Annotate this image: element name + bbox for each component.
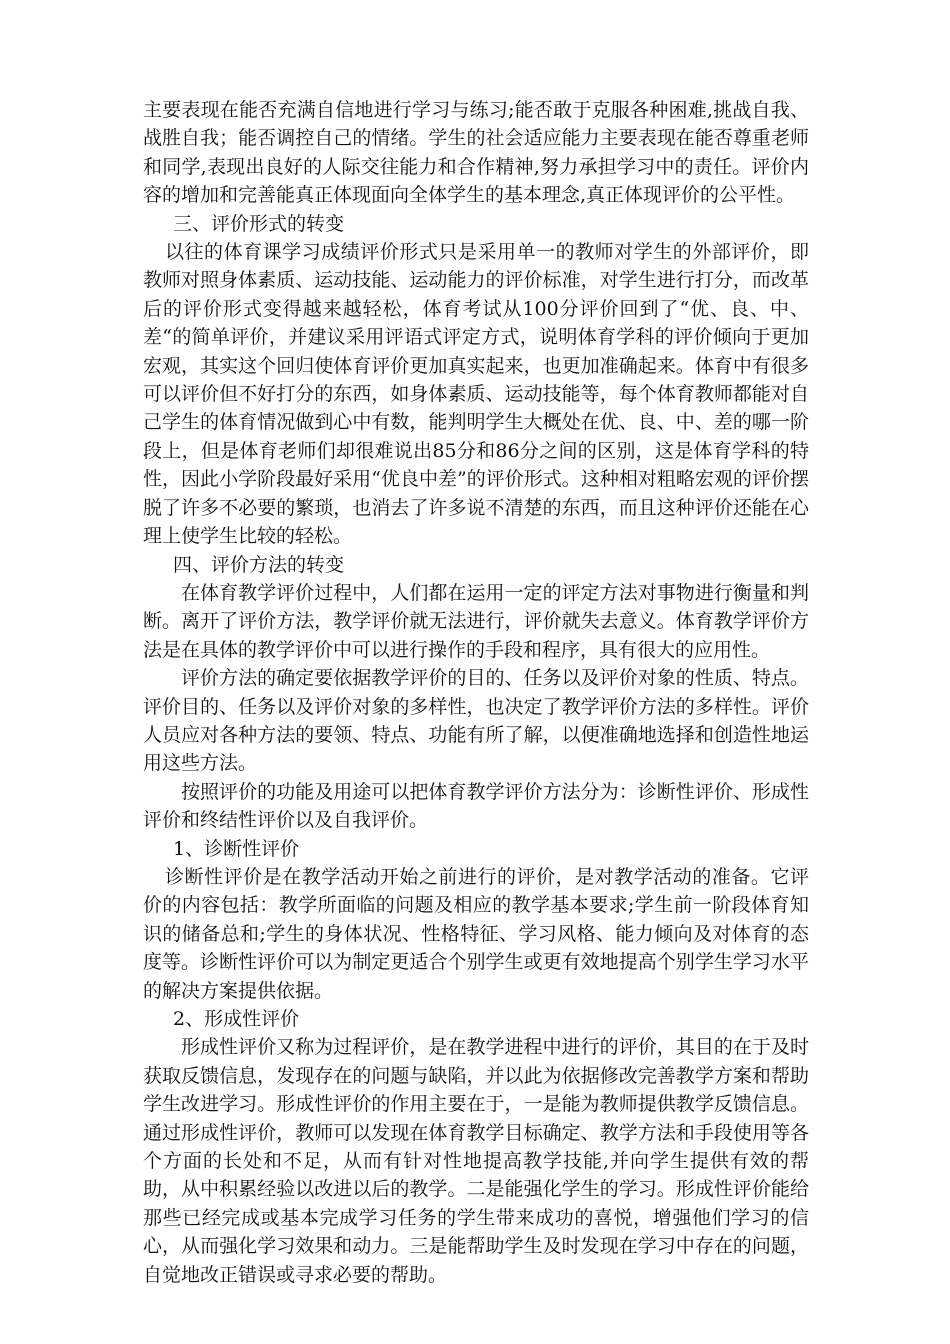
paragraph-evaluation-method-intro: 在体育教学评价过程中，人们都在运用一定的评定方法对事物进行衡量和判断。离开了评价方法，教学评价就无法进行，评价就失去意义。体育教学评价方法是在具体的教学评价中可以进行操作的手段和程序，具有很大的应用性。 (143, 581, 809, 661)
section-heading-3: 三、评价形式的转变 (173, 212, 345, 235)
document-page (143, 96, 809, 1289)
subheading-formative: 2、形成性评价 (173, 1008, 300, 1030)
section-heading-4: 四、评价方法的转变 (173, 553, 345, 576)
paragraph-formative: 形成性评价又称为过程评价，是在教学进程中进行的评价，其目的在于及时获取反馈信息，发现存在的问题与缺陷，并以此为依据修改完善教学方案和帮助学生改进学习。形成性评价的作用主要在于，一是能为教师提供教学反馈信息。通过形成性评价，教师可以发现在体育教学目标确定、教学方法和手段使用等各个方面的长处和不足，从而有针对性地提高教学技能,并向学生提供有效的帮助，从中积累经验以改进以后的教学。二是能强化学生的学习。形成性评价能给那些已经完成或基本完成学习任务的学生带来成功的喜悦，增强他们学习的信心，从而强化学习效果和动力。三是能帮助学生及时发现在学习中存在的问题，自觉地改正错误或寻求必要的帮助。 (143, 1036, 809, 1286)
subheading-diagnostic: 1、诊断性评价 (173, 837, 300, 860)
paragraph-diagnostic: 诊断性评价是在教学活动开始之前进行的评价，是对教学活动的准备。它评价的内容包括：教学所面临的问题及相应的教学基本要求;学生前一阶段体育知识的储备总和;学生的身体状况、性格特征、学习风格、能力倾向及对体育的态度等。诊断性评价可以为制定更适合个别学生或更有效地提高个别学生学习水平的解决方案提供依据。 (143, 865, 809, 1002)
paragraph-continuation: 主要表现在能否充满自信地进行学习与练习;能否敢于克服各种困难,挑战自我、战胜自我；能否调控自己的情绪。学生的社会适应能力主要表现在能否尊重老师和同学,表现出良好的人际交往能力和合作精神,努力承担学习中的责任。评价内容的增加和完善能真正体现面向全体学生的基本理念,真正体现评价的公平性。 (143, 99, 809, 207)
paragraph-evaluation-method-basis: 评价方法的确定要依据教学评价的目的、任务以及评价对象的性质、特点。评价目的、任务以及评价对象的多样性，也决定了教学评价方法的多样性。评价人员应对各种方法的要领、特点、功能有所了解，以便准确地选择和创造性地运用这些方法。 (143, 667, 809, 775)
paragraph-evaluation-method-types: 按照评价的功能及用途可以把体育教学评价方法分为：诊断性评价、形成性评价和终结性评价以及自我评价。 (143, 780, 809, 832)
paragraph-evaluation-form: 以往的体育课学习成绩评价形式只是采用单一的教师对学生的外部评价，即教师对照身体素质、运动技能、运动能力的评价标准，对学生进行打分，而改革后的评价形式变得越来越轻松，体育考试从100分评价回到了“优、良、中、差“的简单评价，并建议采用评语式评定方式，说明体育学科的评价倾向于更加宏观，其实这个回归使体育评价更加真实起来，也更加准确起来。体育中有很多可以评价但不好打分的东西，如身体素质、运动技能等，每个体育教师都能对自己学生的体育情况做到心中有数，能判明学生大概处在优、良、中、差的哪一阶段上，但是体育老师们却很难说出85分和86分之间的区别，这是体育学科的特性，因此小学阶段最好采用“优良中差”的评价形式。这种相对粗略宏观的评价摆脱了许多不必要的繁琐，也消去了许多说不清楚的东西，而且这种评价还能在心理上使学生比较的轻松。 (143, 241, 809, 548)
